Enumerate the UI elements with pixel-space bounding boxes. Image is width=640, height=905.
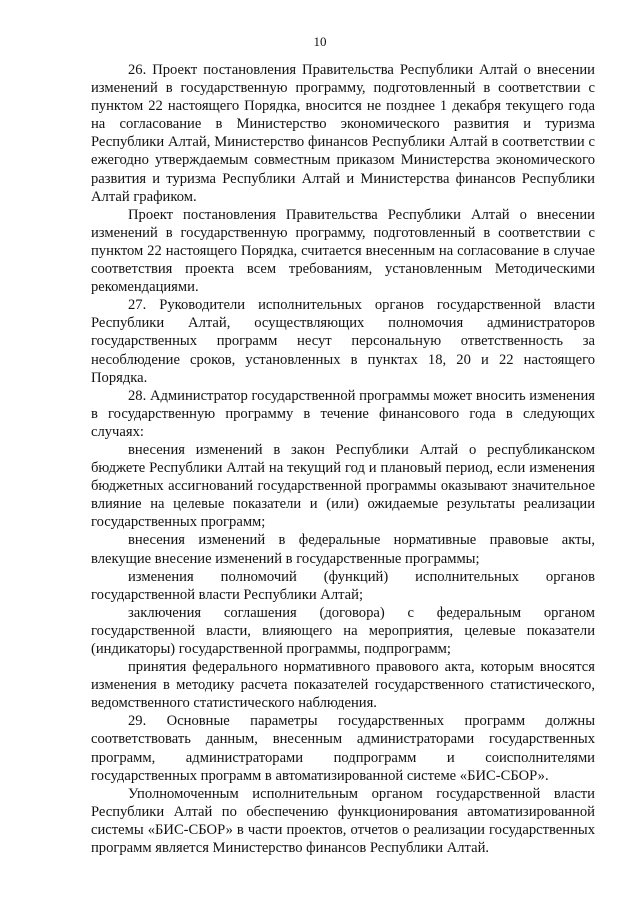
list-item-agreement: заключения соглашения (договора) с федеральным органом государственной власти, влияющего на мероприятия, целевые показатели (индикаторы) государственной программы, подпрограмм;	[91, 604, 595, 657]
paragraph-27: 27. Руководители исполнительных органов государственной власти Республики Алтай, осуществляющих полномочия администраторов государственных программ несут персональную ответственность за несоблюдение сроков, установленных в пунктах 18, 20 и 22 настоящего Порядка.	[91, 297, 595, 386]
paragraph-26: 26. Проект постановления Правительства Республики Алтай о внесении изменений в государственную программу, подготовленный в соответствии с пунктом 22 настоящего Порядка, вносится не позднее 1 декабря текущего года на согласование в Министерство экономического развития и туризма Республики Алтай, Министерство финансов Республики Алтай в соответствии с ежегодно утверждаемым совместным приказом Министерства экономического развития и туризма Республики Алтай и Министерства финансов Республики Алтай графиком.	[91, 62, 595, 205]
paragraph-28: 28. Администратор государственной программы может вносить изменения в государственную программу в течение финансового года в следующих случаях:	[91, 387, 595, 440]
paragraph-26-continued: Проект постановления Правительства Республики Алтай о внесении изменений в государственную программу, подготовленный в соответствии с пунктом 22 настоящего Порядка, считается внесенным на согласование в случае соответствия проекта всем требованиям, установленным Методическими рекомендациями.	[91, 206, 595, 296]
list-item-budget-law: внесения изменений в закон Республики Алтай о республиканском бюджете Республики Алтай на текущий год и плановый период, если изменения бюджетных ассигнований государственной программы оказывают значительное влияние на целевые показатели и (или) ожидаемые результаты реализации государственных программ;	[91, 441, 595, 531]
paragraph-29: 29. Основные параметры государственных программ должны соответствовать данным, внесенным администраторами государственных программ, администраторами подпрограмм и соисполнителями государственных программ в автоматизированной системе «БИС-СБОР».	[91, 713, 595, 784]
list-item-federal-acts: внесения изменений в федеральные нормативные правовые акты, влекущие внесение изменений в государственные программы;	[91, 532, 595, 567]
document-body	[91, 61, 595, 857]
paragraph-29-continued: Уполномоченным исполнительным органом государственной власти Республики Алтай по обеспечению функционирования автоматизированной системы «БИС-СБОР» в части проектов, отчетов о реализации государственных программ является Министерство финансов Республики Алтай.	[91, 785, 595, 857]
list-item-methodology: принятия федерального нормативного правового акта, которым вносятся изменения в методику расчета показателей государственного статистического, ведомственного статистического наблюдения.	[91, 659, 595, 712]
page-number: 10	[313, 34, 327, 49]
list-item-powers-change: изменения полномочий (функций) исполнительных органов государственной власти Республики Алтай;	[91, 568, 595, 603]
